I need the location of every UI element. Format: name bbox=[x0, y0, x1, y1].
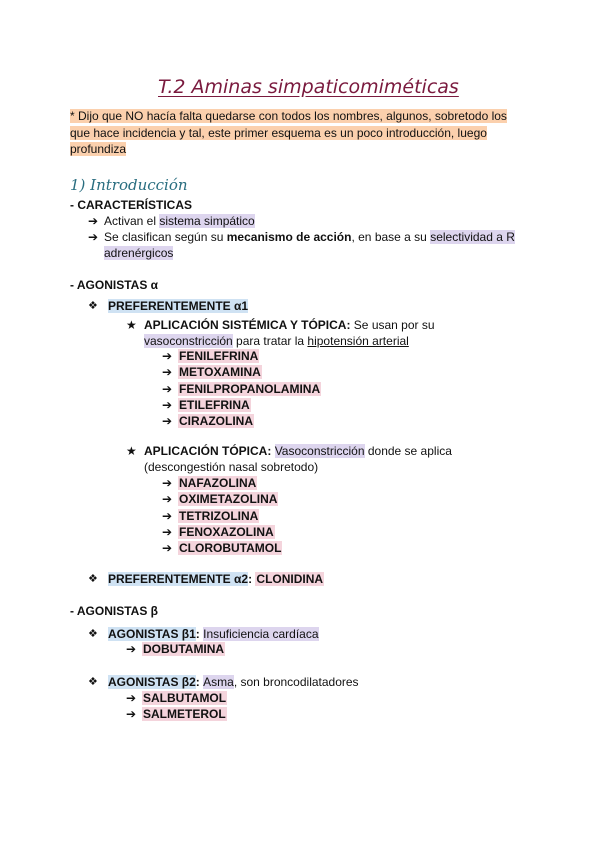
list-item bbox=[162, 413, 321, 429]
right-arrow-icon: ➔ bbox=[126, 691, 137, 705]
right-arrow-icon: ➔ bbox=[162, 524, 173, 539]
drug-name: SALMETEROL bbox=[143, 707, 226, 722]
drug-name: METOXAMINA bbox=[179, 365, 261, 380]
beta2-label: AGONISTAS β2 bbox=[108, 675, 196, 689]
list-item bbox=[126, 642, 225, 656]
list-item bbox=[162, 491, 282, 507]
list-item bbox=[162, 348, 321, 364]
list-item bbox=[126, 706, 227, 722]
four-diamond-icon: ❖ bbox=[88, 628, 98, 640]
drug-name: FENOXAZOLINA bbox=[179, 524, 274, 539]
item-text: Se clasifican según su bbox=[104, 230, 227, 244]
right-arrow-icon: ➔ bbox=[162, 476, 173, 490]
item-text: (descongestión nasal sobretodo) bbox=[144, 460, 319, 474]
list-item bbox=[162, 475, 282, 491]
drug-list-topica bbox=[162, 475, 282, 556]
right-arrow-icon: ➔ bbox=[126, 642, 137, 656]
drug-name: CIRAZOLINA bbox=[179, 414, 253, 429]
highlight-selectividad: selectividad a R bbox=[430, 230, 515, 244]
drug-name: NAFAZOLINA bbox=[179, 476, 257, 490]
list-item bbox=[162, 397, 321, 413]
page-title: T.2 Aminas simpaticomiméticas bbox=[158, 76, 459, 98]
list-item-sistema bbox=[88, 214, 255, 228]
list-item bbox=[126, 690, 227, 706]
pref-alpha1-item bbox=[88, 299, 248, 313]
four-diamond-icon: ❖ bbox=[88, 676, 98, 688]
right-arrow-icon: ➔ bbox=[162, 492, 173, 507]
list-item bbox=[162, 508, 282, 524]
item-text: para tratar la bbox=[232, 334, 308, 348]
list-item bbox=[162, 524, 282, 540]
highlight-adrenergicos: adrenérgicos bbox=[104, 246, 174, 260]
separator: : bbox=[195, 675, 204, 689]
agonistas-alpha-label: - AGONISTAS α bbox=[70, 278, 159, 292]
star-icon: ★ bbox=[126, 318, 137, 332]
drug-name: ETILEFRINA bbox=[179, 397, 250, 412]
pref-alpha2-label: PREFERENTEMENTE α2 bbox=[108, 572, 249, 586]
aplicacion-sistemica-cont bbox=[144, 334, 409, 348]
four-diamond-icon: ❖ bbox=[88, 300, 98, 312]
beta1-item bbox=[88, 627, 319, 641]
right-arrow-icon: ➔ bbox=[162, 397, 173, 412]
pref-alpha1-label: PREFERENTEMENTE α1 bbox=[108, 299, 249, 313]
aplicacion-topica-label: APLICACIÓN TÓPICA: bbox=[144, 444, 272, 458]
drug-name-clonidina: CLONIDINA bbox=[256, 572, 324, 586]
highlight-sistema: sistema simpático bbox=[159, 214, 255, 228]
list-item bbox=[162, 364, 321, 380]
item-text: , en base a su bbox=[351, 230, 431, 244]
drug-list-beta1 bbox=[126, 642, 225, 656]
section-heading-introduccion: 1) Introducción bbox=[70, 176, 188, 194]
drug-name: FENILEFRINA bbox=[179, 349, 259, 363]
aplicacion-topica-item bbox=[126, 444, 452, 458]
highlight-insuficiencia: Insuficiencia cardíaca bbox=[203, 627, 319, 641]
list-item-clasificacion-cont bbox=[104, 246, 173, 260]
aplicacion-sistemica-label: APLICACIÓN SISTÉMICA Y TÓPICA: bbox=[144, 318, 351, 332]
item-text: Activan el bbox=[104, 214, 160, 228]
note-text: * Dijo que NO hacía falta quedarse con todos los nombres, algunos, sobretodo los que hace incidencia y tal, este primer esquema es un poco introducción, luego profundiza bbox=[70, 109, 507, 156]
drug-name: CLOROBUTAMOL bbox=[179, 541, 282, 556]
right-arrow-icon: ➔ bbox=[162, 381, 173, 396]
right-arrow-icon: ➔ bbox=[162, 541, 173, 556]
four-diamond-icon: ❖ bbox=[88, 573, 98, 585]
separator: : bbox=[195, 627, 204, 641]
highlight-vasoconstriccion: vasoconstricción bbox=[144, 334, 233, 348]
aplicacion-topica-cont bbox=[144, 460, 318, 474]
right-arrow-icon: ➔ bbox=[162, 508, 173, 523]
list-item bbox=[162, 540, 282, 556]
beta2-item bbox=[88, 675, 359, 689]
beta1-label: AGONISTAS β1 bbox=[108, 627, 196, 641]
list-item-clasificacion bbox=[88, 230, 515, 244]
caracteristicas-label: - CARACTERÍSTICAS bbox=[70, 198, 192, 212]
drug-name: OXIMETAZOLINA bbox=[179, 492, 278, 507]
hipotension-arterial: hipotensión arterial bbox=[307, 334, 409, 348]
pref-alpha2-item bbox=[88, 572, 324, 586]
separator: : bbox=[248, 572, 256, 586]
drug-list-beta2 bbox=[126, 690, 227, 723]
bold-mecanismo: mecanismo de acción bbox=[226, 230, 352, 244]
drug-name: SALBUTAMOL bbox=[143, 691, 227, 705]
right-arrow-icon: ➔ bbox=[88, 230, 99, 244]
drug-name: FENILPROPANOLAMINA bbox=[179, 381, 321, 396]
highlight-vasoconstriccion-topica: Vasoconstricción bbox=[274, 444, 365, 458]
drug-name: DOBUTAMINA bbox=[143, 642, 225, 656]
right-arrow-icon: ➔ bbox=[126, 707, 137, 722]
right-arrow-icon: ➔ bbox=[88, 214, 99, 228]
item-text: Se usan por su bbox=[350, 318, 435, 332]
drug-list-sistemica bbox=[162, 348, 321, 429]
aplicacion-sistemica-item bbox=[126, 318, 435, 332]
highlight-asma: Asma bbox=[203, 675, 234, 689]
right-arrow-icon: ➔ bbox=[162, 414, 173, 429]
list-item bbox=[162, 381, 321, 397]
item-text: , son broncodilatadores bbox=[233, 675, 359, 689]
agonistas-beta-label: - AGONISTAS β bbox=[70, 604, 158, 618]
right-arrow-icon: ➔ bbox=[162, 349, 173, 363]
item-text: donde se aplica bbox=[364, 444, 452, 458]
drug-name: TETRIZOLINA bbox=[179, 508, 259, 523]
star-icon: ★ bbox=[126, 444, 137, 458]
right-arrow-icon: ➔ bbox=[162, 365, 173, 380]
note-paragraph bbox=[70, 108, 530, 158]
